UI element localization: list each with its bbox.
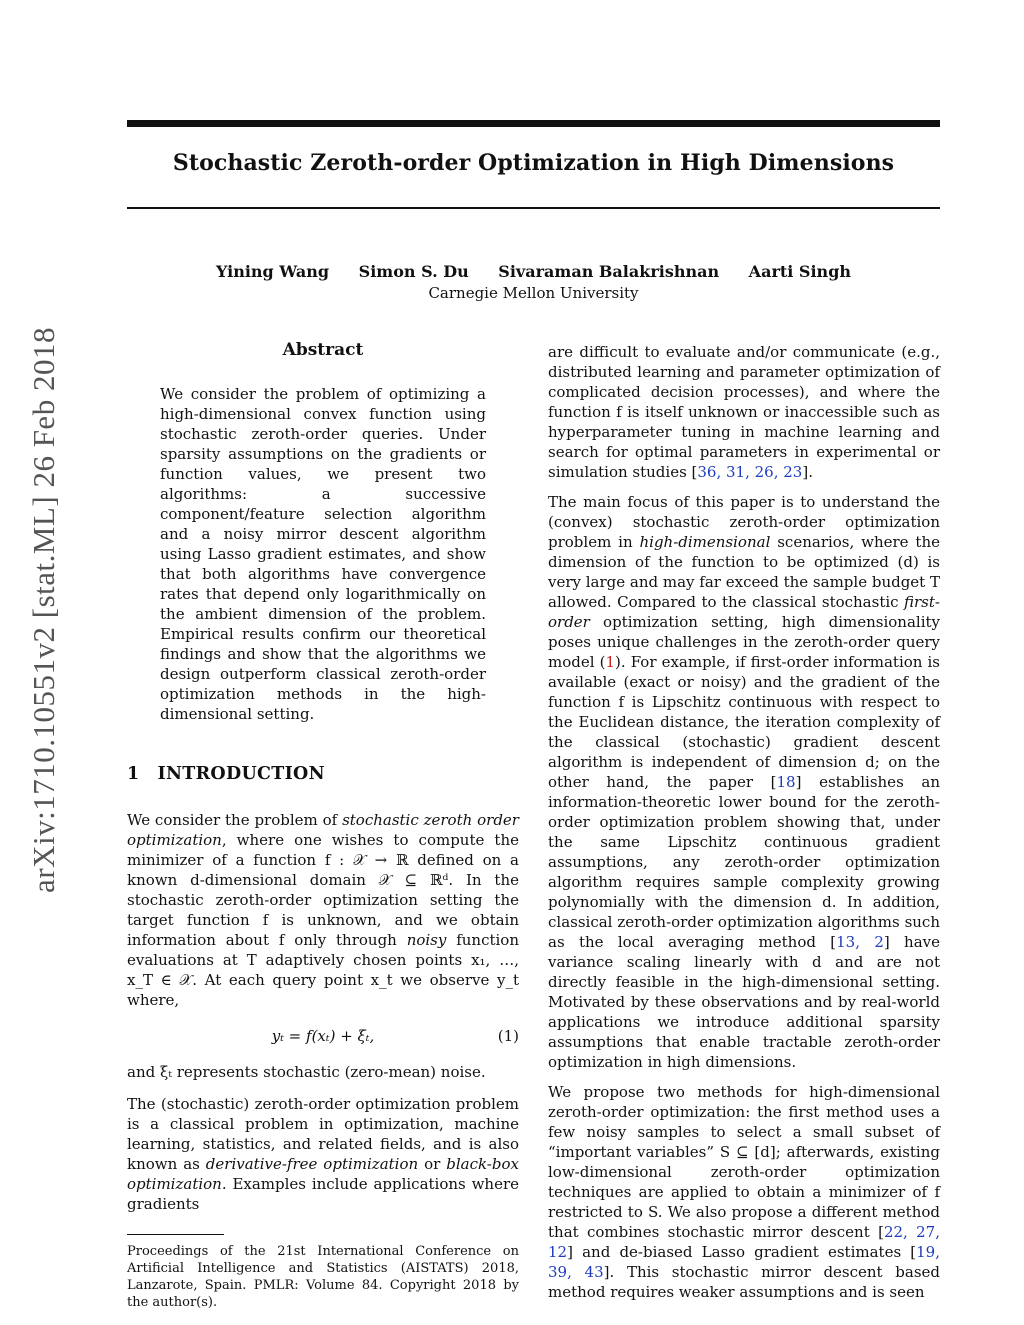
equation-1 [127, 1026, 519, 1050]
paper-title: Stochastic Zeroth-order Optimization in High Dimensions [172, 150, 895, 176]
equation-number: (1) [497, 1027, 519, 1045]
text-run: or [424, 1155, 441, 1173]
author-list [127, 262, 940, 281]
emphasis: derivative-free optimization [205, 1155, 419, 1173]
text-run: ]. This stochastic mirror descent based method requires weaker assumptions and is seen [548, 1263, 940, 1301]
right-paragraph-3 [548, 1082, 940, 1302]
intro-paragraph-3 [127, 1094, 519, 1214]
intro-paragraph-2: and ξₜ represents stochastic (zero-mean) noise. [127, 1063, 486, 1081]
text-run: are difficult to evaluate and/or communicate (e.g., distributed learning and parameter optimization of complicated decision processes), and where the function f is itself unknown or inaccessible such as hyperparameter tuning in machine learning and search for optimal parameters in experimental or simulation studies [ [548, 343, 940, 481]
text-run: scenarios, where the dimension of the function to be optimized (d) is very large and may far exceed the sample budget T allowed. Compared to the classical stochastic [548, 533, 940, 611]
text-run: ). For example, if first-order information is available (exact or noisy) and the gradient of the function f is Lipschitz continuous with respect to the Euclidean distance, the iteration complexity of the classical (stochastic) gradient descent algorithm is independent of dimension d; on the other hand, the paper [ [548, 653, 940, 791]
text-run: ] establishes an information-theoretic lower bound for the zeroth-order optimization problem showing that, under the same Lipschitz continuous gradient assumptions, any zeroth-order optimization algorithm requires sample complexity growing polynomially with the dimension d. In addition, classical zeroth-order optimization algorithms such as the local averaging method [ [548, 773, 940, 951]
section-number: 1 [127, 764, 140, 784]
text-run: . Examples include applications where gradients [127, 1175, 519, 1213]
citation-link[interactable]: 36, 31, 26, 23 [697, 463, 803, 481]
affiliation: Carnegie Mellon University [428, 284, 639, 302]
equation-body: yₜ = f(xₜ) + ξₜ, [271, 1027, 375, 1045]
emphasis: noisy [406, 931, 447, 949]
author-name: Simon S. Du [358, 262, 469, 281]
emphasis: black-box optimization [127, 1155, 519, 1193]
right-paragraph-1 [548, 342, 940, 482]
intro-paragraph-1 [127, 810, 519, 1010]
title-top-rule [127, 120, 940, 127]
citation-link[interactable]: 18 [776, 773, 796, 791]
arxiv-identifier: arXiv:1710.10551v2 [stat.ML] 26 Feb 2018 [26, 327, 61, 893]
section-heading-introduction [127, 764, 519, 784]
arxiv-sidebar [0, 0, 80, 1325]
text-run: We propose two methods for high-dimensional zeroth-order optimization: the first method uses a few noisy samples to select a small subset of “important variables” S ⊆ [d]; afterwards, existing low-dimensional zeroth-order optimization techniques are applied to obtain a minimizer of f restricted to S. We also propose a different method that combines stochastic mirror descent [ [548, 1083, 940, 1241]
equation-ref-link[interactable]: 1 [605, 653, 616, 671]
text-run: The main focus of this paper is to understand the (convex) stochastic zeroth-order optimization problem in [548, 493, 940, 551]
text-run: ] have variance scaling linearly with d and are not directly feasible in the high-dimensional setting. Motivated by these observations and by real-world applications we introduce additional sparsity assumptions that enable tractable zeroth-order optimization in high dimensions. [548, 933, 941, 1071]
author-name: Yining Wang [215, 262, 330, 281]
abstract-heading: Abstract [282, 340, 364, 360]
emphasis: high-dimensional [639, 533, 771, 551]
citation-link[interactable]: 19, 39, 43 [548, 1243, 940, 1281]
text-run: The (stochastic) zeroth-order optimization problem is a classical problem in optimization, machine learning, statistics, and related fields, and is also known as [127, 1095, 519, 1173]
title-bottom-rule [127, 207, 940, 209]
text-run: function evaluations at T adaptively chosen points x₁, …, x_T ∈ 𝒳. At each query point x_t we observe y_t where, [127, 931, 519, 1009]
text-run: We consider the problem of [127, 811, 338, 829]
footnote: Proceedings of the 21st International Conference on Artificial Intelligence and Statistics (AISTATS) 2018, Lanzarote, Spain. PMLR: Volume 84. Copyright 2018 by the author(s). [127, 1244, 519, 1310]
citation-link[interactable]: 13, 2 [836, 933, 884, 951]
citation-link[interactable]: 22, 27, 12 [548, 1223, 940, 1261]
section-title: INTRODUCTION [157, 764, 325, 784]
text-run: ]. [802, 463, 813, 481]
right-paragraph-2 [548, 492, 940, 1072]
author-name: Aarti Singh [748, 262, 852, 281]
text-run: , where one wishes to compute the minimizer of a function f : 𝒳 → ℝ defined on a known d-dimensional domain 𝒳 ⊆ ℝᵈ. In the stochastic zeroth-order optimization setting the target function f is unknown, and we obtain information about f only through [127, 831, 519, 949]
emphasis: first-order [548, 593, 940, 631]
text-run: optimization setting, high dimensionality poses unique challenges in the zeroth-order query model ( [548, 613, 940, 671]
author-name: Sivaraman Balakrishnan [498, 262, 720, 281]
emphasis: stochastic zeroth order optimization [127, 811, 519, 849]
right-column [548, 342, 940, 1312]
left-column [127, 340, 519, 1311]
abstract-text: We consider the problem of optimizing a high-dimensional convex function using stochastic zeroth-order queries. Under sparsity assumptions on the gradients or function values, we present two algorithms: a successive component/feature selection algorithm and a noisy mirror descent algorithm using Lasso gradient estimates, and show that both algorithms have convergence rates that depend only logarithmically on the ambient dimension of the problem. Empirical results confirm our theoretical findings and show that the algorithms we design outperform classical zeroth-order optimization methods in the high-dimensional setting. [160, 385, 486, 723]
footnote-rule [127, 1234, 224, 1235]
text-run: ] and de-biased Lasso gradient estimates [ [567, 1243, 917, 1261]
